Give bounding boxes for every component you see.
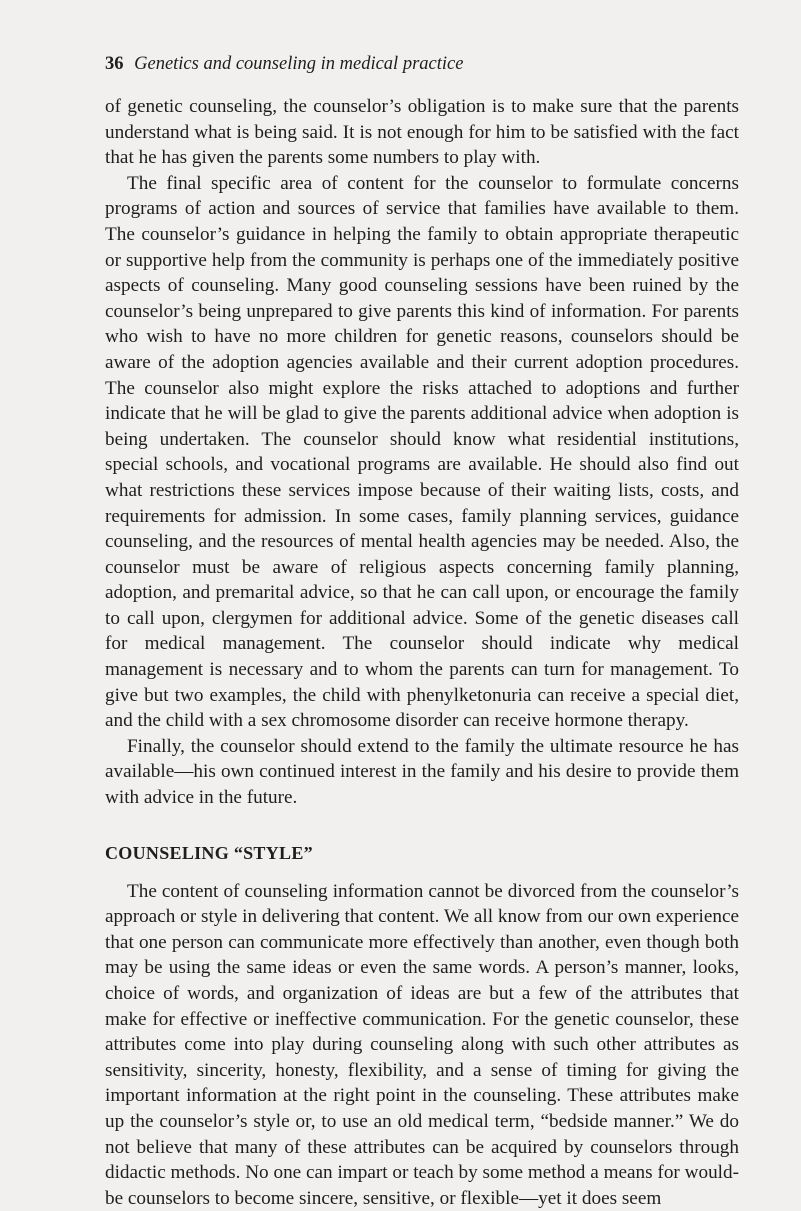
section-heading: COUNSELING “STYLE” — [105, 842, 313, 863]
paragraph-style: The content of counseling information cannot be divorced from the counselor’s approach or style in delivering that content. We all know from our own experience that one person can communicate more effectively than another, even though both may be using the same ideas or even the same words. A person’s manner, looks, choice of words, and organization of ideas are but a few of the attributes that make for effective or ineffective communication. For the genetic counselor, these attributes come into play during counseling along with such other attributes as sensitivity, sincerity, honesty, flexibility, and a sense of timing for giving the important information at the right point in the counseling. These attributes make up the counselor’s style or, to use an old medical term, “bedside manner.” We do not believe that many of these attributes can be acquired by counselors through didactic methods. No one can impart or teach by some method a means for would-be counselors to become sincere, sensitive, or flexible—yet it does seem — [105, 880, 739, 1209]
page-body — [105, 52, 739, 1211]
running-title: Genetics and counseling in medical practice — [134, 54, 464, 74]
paragraph-finally: Finally, the counselor should extend to the family the ultimate resource he has available—his own continued interest in the family and his desire to provide them with advice in the future. — [105, 735, 739, 809]
page-number: 36 — [105, 54, 124, 74]
paragraph-resources: The final specific area of content for the counselor to formulate concerns programs of action and sources of service that families have available to them. The counselor’s guidance in helping the family to obtain appropriate therapeutic or supportive help from the community is perhaps one of the immediately positive aspects of counseling. Many good counseling sessions have been ruined by the counselor’s being unprepared to give parents this kind of information. For parents who wish to have no more children for genetic reasons, counselors should be aware of the adoption agencies available and their current adoption procedures. The counselor also might explore the risks attached to adoptions and further indicate that he will be glad to give the parents additional advice when adoption is being undertaken. The counselor should know what residential institutions, special schools, and vocational programs are available. He should also find out what restrictions these services impose because of their waiting lists, costs, and requirements for admission. In some cases, family planning services, guidance counseling, and the resources of mental health agencies may be needed. Also, the counselor must be aware of religious aspects concerning family planning, adoption, and premarital advice, so that he can call upon, or encourage the family to call upon, clergymen for additional advice. Some of the genetic diseases call for medical management. The counselor should indicate why medical management is necessary and to whom the parents can turn for management. To give but two examples, the child with phenylketonuria can receive a special diet, and the child with a sex chromosome disorder can receive hormone therapy. — [105, 172, 739, 732]
paragraph-continuation: of genetic counseling, the counselor’s obligation is to make sure that the parents understand what is being said. It is not enough for him to be satisfied with the fact that he has given the parents some numbers to play with. — [105, 96, 739, 169]
running-head — [105, 52, 739, 76]
